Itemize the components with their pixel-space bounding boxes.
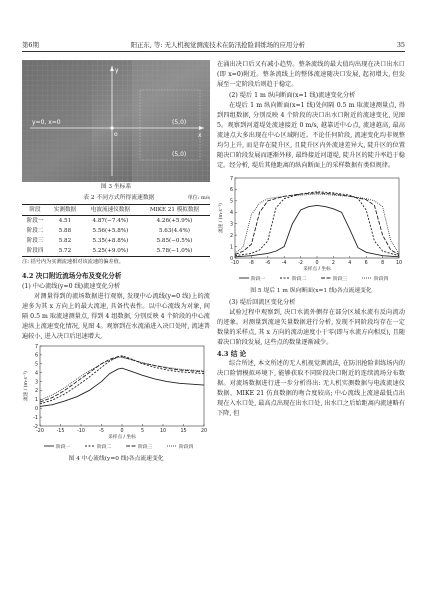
series-line	[235, 192, 399, 256]
x-tick-label: -10	[231, 261, 239, 266]
x-tick-label: -4	[281, 261, 287, 266]
y-tick-label: -2	[33, 424, 38, 430]
table-cell: 4.26(+5.9%)	[156, 217, 193, 224]
paragraph: 对测量得到的流场数据进行观察, 发现中心流线(y=0 线)上的流速多为其 x 方向上的最大流速, 具备代表性。以中心流线为对象, 间隔 0.5 m 取流速测量点, 得到 4 组数据, 分别反映 4 个阶段的中心流速纵上流速变化情况, 见图 4。观察到在水流涌进入决口处时, 流速普遍较小, 进入决口后迅速增大,	[22, 293, 210, 340]
figure-5-chart	[217, 174, 405, 286]
table-header-row	[22, 205, 210, 216]
label-origin: o	[114, 131, 118, 138]
plot-frame	[40, 346, 204, 426]
label-origin-point: y=0, x=0	[32, 119, 61, 126]
series-line	[40, 356, 204, 404]
right-column	[217, 60, 405, 419]
y-tick-label: 4	[229, 211, 233, 217]
running-header	[22, 40, 405, 52]
paragraph: 试验过程中观察到, 决口水流外侧存在部分区域水流有反向流动的迹象。对测量到流速矢量数据进行分析, 发现不同阶段均存在一定数量的采样点, 其 x 方向的流动速度小于零(即与水流方向相反), 且随着决口阶段发展, 这些点的数量逐渐减少。	[217, 309, 405, 346]
x-tick-label: 20	[200, 429, 208, 434]
section-heading-4-2: 4.2 决口附近流场分布及变化分析	[22, 272, 122, 280]
x-tick-label: -15	[56, 429, 65, 434]
y-tick-label: 1	[34, 398, 38, 404]
x-tick-label: 0	[120, 429, 124, 434]
series-line	[40, 368, 204, 406]
table-cell: 4.87(−7.4%)	[92, 217, 129, 224]
x-tick-label: -10	[77, 429, 85, 434]
legend-label: 阶段一	[56, 444, 71, 450]
legend-label: 阶段四	[179, 444, 194, 450]
table-cell: 阶段二	[26, 227, 44, 234]
y-tick-label: 3	[34, 380, 38, 386]
table-cell: 5.72	[48, 246, 82, 257]
figure-4-caption: 图 4 中心流线(y=0 线)各点流速变化	[68, 456, 164, 462]
legend-label: 阶段一	[251, 276, 266, 282]
x-axis-label: 采样点 / 坐标	[108, 435, 136, 440]
series-line	[235, 194, 399, 253]
table-row	[22, 226, 210, 236]
table-cell: 阶段四	[22, 246, 48, 257]
figure-5-svg	[217, 174, 405, 286]
table-cell: 5.78(−1.0%)	[139, 246, 210, 257]
x-tick-label: 4	[348, 261, 352, 266]
subsection-heading-2: (2) 堤后 1 m 纵向断面(x=1 线)流速变化分析	[229, 92, 356, 99]
table-cell: 5.82	[58, 237, 72, 244]
label-point-a: (5,0)	[172, 119, 187, 126]
table-cell: 阶段三	[26, 237, 44, 244]
y-tick-label: 7	[229, 176, 233, 182]
y-tick-label: -1	[33, 415, 38, 421]
x-tick-label: 2	[331, 261, 335, 266]
table-row	[22, 216, 210, 227]
x-tick-label: 6	[364, 261, 368, 266]
table-cell: 4.51	[58, 217, 72, 224]
page-number: 35	[396, 41, 405, 49]
table-header-cell: 实测数据	[48, 205, 82, 216]
y-axis-label: 流速 / (m·s⁻¹)	[24, 371, 29, 401]
levee-area	[132, 60, 210, 182]
y-tick-label: 1	[229, 245, 233, 251]
table-cell: 5.88	[58, 227, 72, 234]
table-header-cell: MIKE 21 模拟数据	[139, 205, 210, 216]
series-line	[40, 357, 204, 402]
table-cell: 5.85(−0.5%)	[156, 237, 193, 244]
x-tick-label: -5	[99, 429, 104, 434]
table-cell: 5.25(+9.0%)	[82, 246, 139, 257]
y-axis-label: 流速 / (m·s⁻¹)	[219, 203, 224, 233]
y-tick-label: 4	[34, 371, 38, 377]
y-tick-label: 0	[229, 256, 233, 262]
y-tick-label: 5	[34, 362, 38, 368]
y-tick-label: 3	[229, 222, 233, 228]
label-axis-y: y	[115, 67, 119, 74]
x-axis-label: 采样点 / 坐标	[303, 267, 331, 272]
y-tick-label: 0	[34, 407, 38, 413]
table-2-unit: 单位: m/s	[187, 195, 210, 201]
subsection-heading-1: (1) 中心流线(y=0 线)流速变化分析	[22, 283, 121, 290]
x-tick-label: 10	[395, 261, 403, 266]
running-title: 阳正东, 等: 无人机视觉测流技术在防汛抢险训练场的应用分析	[130, 41, 306, 49]
y-tick-label: 2	[229, 233, 233, 239]
x-tick-label: -6	[265, 261, 271, 266]
y-tick-label: 7	[34, 344, 38, 350]
x-tick-label: 10	[159, 429, 167, 434]
series-line	[235, 193, 399, 255]
paragraph: 在涌出决口后又有减小趋势。整条流线的最大值均出现在决口出水口(即 x=0)附近。整条流线上的整体流速随决口发展, 起初增大, 但发展至一定阶段后则趋于稳定。	[217, 61, 405, 88]
legend-label: 阶段四	[374, 276, 389, 282]
x-tick-label: 5	[140, 429, 145, 434]
plot-frame	[235, 178, 399, 258]
label-point-b: (5,0)	[172, 151, 187, 158]
table-header-cell: 电波流速仪数据	[82, 205, 139, 216]
table-cell: 阶段一	[26, 217, 44, 224]
table-cell: 5.56(+5.8%)	[92, 227, 129, 234]
velocity-table	[22, 204, 210, 257]
figure-3-caption: 图 3 坐标系	[100, 184, 132, 190]
y-tick-label: 2	[34, 389, 38, 395]
figure-4-chart	[22, 342, 210, 454]
figure-4-svg	[22, 342, 210, 454]
legend-label: 阶段二	[97, 444, 112, 450]
table-2-caption-row	[22, 194, 210, 202]
figure-3-photo	[22, 60, 210, 182]
legend-label: 阶段二	[292, 276, 307, 282]
x-tick-label: -8	[249, 261, 254, 266]
x-tick-label: 0	[315, 261, 319, 266]
left-column	[22, 60, 210, 463]
x-tick-label: -20	[36, 429, 44, 434]
legend-label: 阶段三	[333, 276, 348, 282]
paragraph: 综合所述, 本文所述的无人机视觉测流法, 在防汛抢险训练场内的决口险情模拟环境下, 能够获取不同阶段决口附近的连续流场分布数据。对流场数据进行进一步分析得出: 无人机实测数据与电波流速仪数据、MIKE 21 仿真数据的吻合度较高; 中心流线上流速最低点出现在入水口处, 最高点出现在出水口处, 出水口之后始距离内流速略有下降, 但	[217, 360, 405, 417]
y-tick-label: 6	[229, 188, 233, 194]
legend-label: 阶段三	[138, 444, 153, 450]
series-line	[40, 358, 204, 401]
table-row	[22, 246, 210, 257]
x-tick-label: 8	[381, 261, 385, 266]
table-note: 注: 括号内为实测流速相对该流速的偏差值。	[22, 259, 124, 265]
figure-5-caption: 图 5 堤后 1 m 纵向断面(x=1 线)各点流速变化	[250, 288, 372, 294]
table-cell: 5.63(4.4%)	[158, 227, 190, 234]
x-tick-label: -2	[298, 261, 303, 266]
label-axis-x: x	[198, 132, 202, 139]
table-2-caption: 表 2 不同方式所得流速数据	[83, 195, 155, 201]
x-tick-label: 15	[180, 429, 187, 434]
y-tick-label: 5	[229, 199, 233, 205]
subsection-heading-3: (3) 堤后回流区变化分析	[229, 299, 296, 306]
table-row	[22, 236, 210, 246]
aerial-photo	[22, 60, 210, 182]
table-header-cell: 阶段	[22, 205, 48, 216]
section-heading-4-3: 4.3 结 论	[217, 350, 247, 358]
y-tick-label: 6	[34, 353, 38, 359]
table-cell: 5.35(+8.8%)	[92, 237, 129, 244]
issue-number: 第6期	[22, 41, 39, 49]
paragraph: 在堤后 1 m 纵向断面(x=1 线)处间隔 0.5 m 取流速测量点, 得到四组数据, 分别反映 4 个阶段的决口出水口附近的流速变化, 见图 5。观察到河道堤处流速接近 0 m/s, 越靠近中心点, 流速越高, 最高流速点大多出现在中心区域附近。不论任何阶段, 流速变化均非规整均匀上升, 而是存在陡升区, 且陡升区内外流速差异大, 陡升区的位置随决口阶段发展而逐渐外移, 最终接近河道堤, 陡升区的陡升率趋于稳定。经分析, 堤后其他距离的纵向断面上的采样数据有类似规律。	[217, 102, 405, 169]
